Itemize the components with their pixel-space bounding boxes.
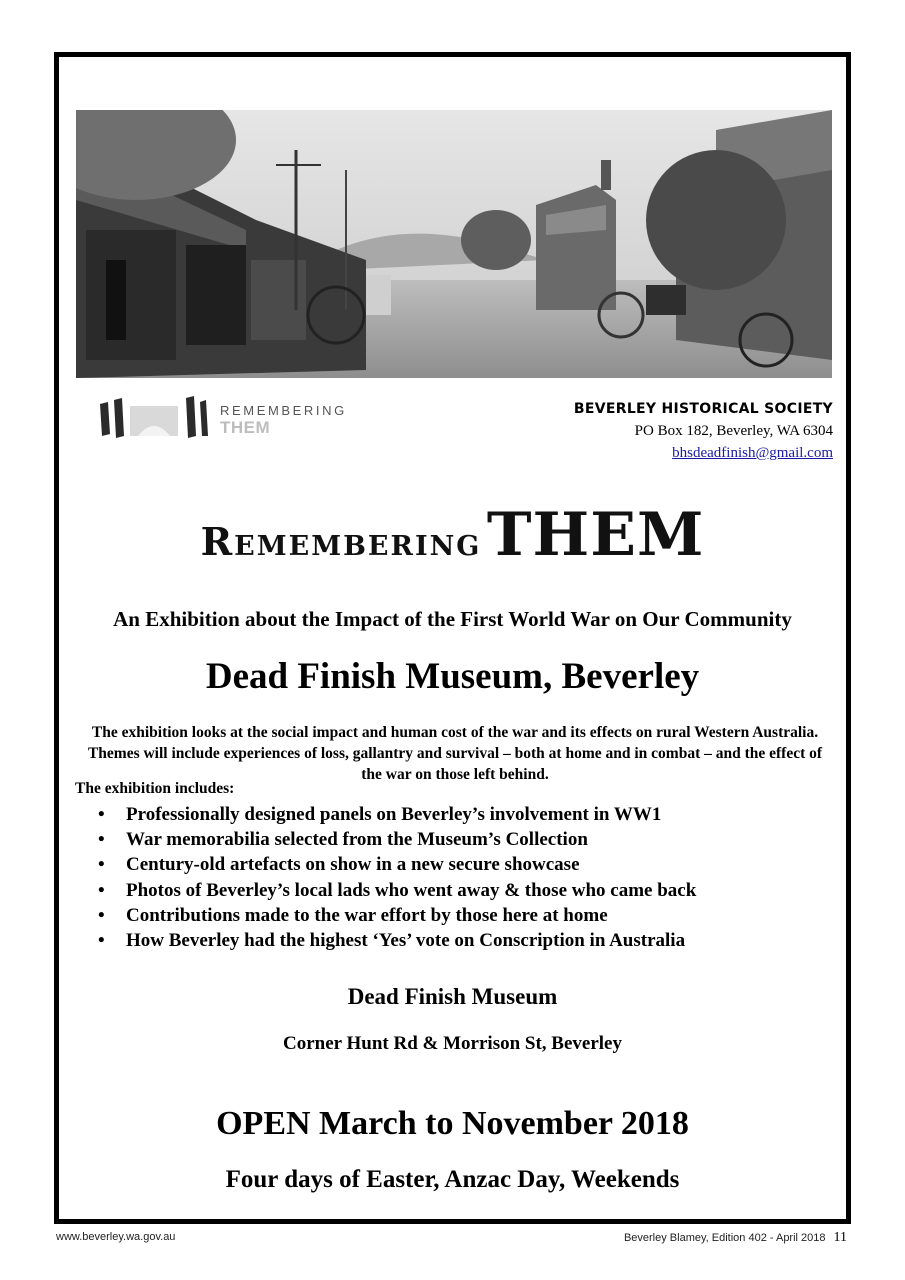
headline [0, 500, 905, 570]
list-item-text: Professionally designed panels on Beverley’s involvement in WW1 [126, 804, 662, 825]
society-name: BEVERLEY HISTORICAL SOCIETY [573, 401, 833, 417]
footer-website: www.beverley.wa.gov.au [56, 1231, 176, 1243]
society-contact-block [574, 398, 833, 464]
list-item [98, 827, 696, 852]
list-item-text: Photos of Beverley’s local lads who went away & those who came back [126, 879, 697, 901]
headline-part-them: THEM [486, 500, 705, 570]
venue-title: Dead Finish Museum, Beverley [205, 656, 700, 697]
list-item [98, 928, 696, 953]
list-item-text: How Beverley had the highest ‘Yes’ vote on Conscription in Australia [126, 930, 686, 952]
list-item [98, 852, 696, 877]
list-item-text: Century-old artefacts on show in a new secure showcase [126, 854, 580, 876]
list-item-text: Contributions made to the war effort by those here at home [126, 904, 608, 926]
logo-text-them: THEM [220, 418, 271, 437]
exhibition-subtitle: An Exhibition about the Impact of the First World War on Our Community [113, 607, 792, 631]
bullet-icon: • [98, 930, 105, 952]
museum-address: Corner Hunt Rd & Morrison St, Beverley [283, 1033, 622, 1054]
bullet-icon: • [98, 829, 105, 851]
museum-name: Dead Finish Museum [347, 984, 558, 1009]
society-address: PO Box 182, Beverley, WA 6304 [634, 423, 833, 439]
society-email-link[interactable]: bhsdeadfinish@gmail.com [672, 445, 833, 461]
includes-list [98, 802, 696, 953]
list-item [98, 903, 696, 928]
opening-days: Four days of Easter, Anzac Day, Weekends [225, 1166, 680, 1193]
list-item [98, 802, 696, 827]
bullet-icon: • [98, 854, 105, 876]
bullet-icon: • [98, 879, 105, 901]
bullet-icon: • [98, 904, 105, 926]
bullet-icon: • [98, 804, 105, 825]
logo-text-remembering: REMEMBERING [220, 403, 347, 418]
footer-edition [624, 1230, 847, 1246]
exhibition-description: The exhibition looks at the social impact and human cost of the war and its effects on rural Western Australia. Themes will include experiences of loss, gallantry and survival – both at home and in combat – and the effect of the war on those left behind. [87, 724, 823, 783]
page-number: 11 [833, 1230, 847, 1245]
includes-label: The exhibition includes: [75, 780, 235, 797]
list-item [98, 878, 696, 903]
list-item-text: War memorabilia selected from the Museum’s Collection [126, 829, 588, 851]
headline-part-remembering: Remembering [200, 519, 482, 564]
footer-edition-text: Beverley Blamey, Edition 402 - April 2018 [623, 1232, 826, 1244]
historic-street-photo [76, 110, 832, 378]
opening-period: OPEN March to November 2018 [216, 1105, 689, 1142]
